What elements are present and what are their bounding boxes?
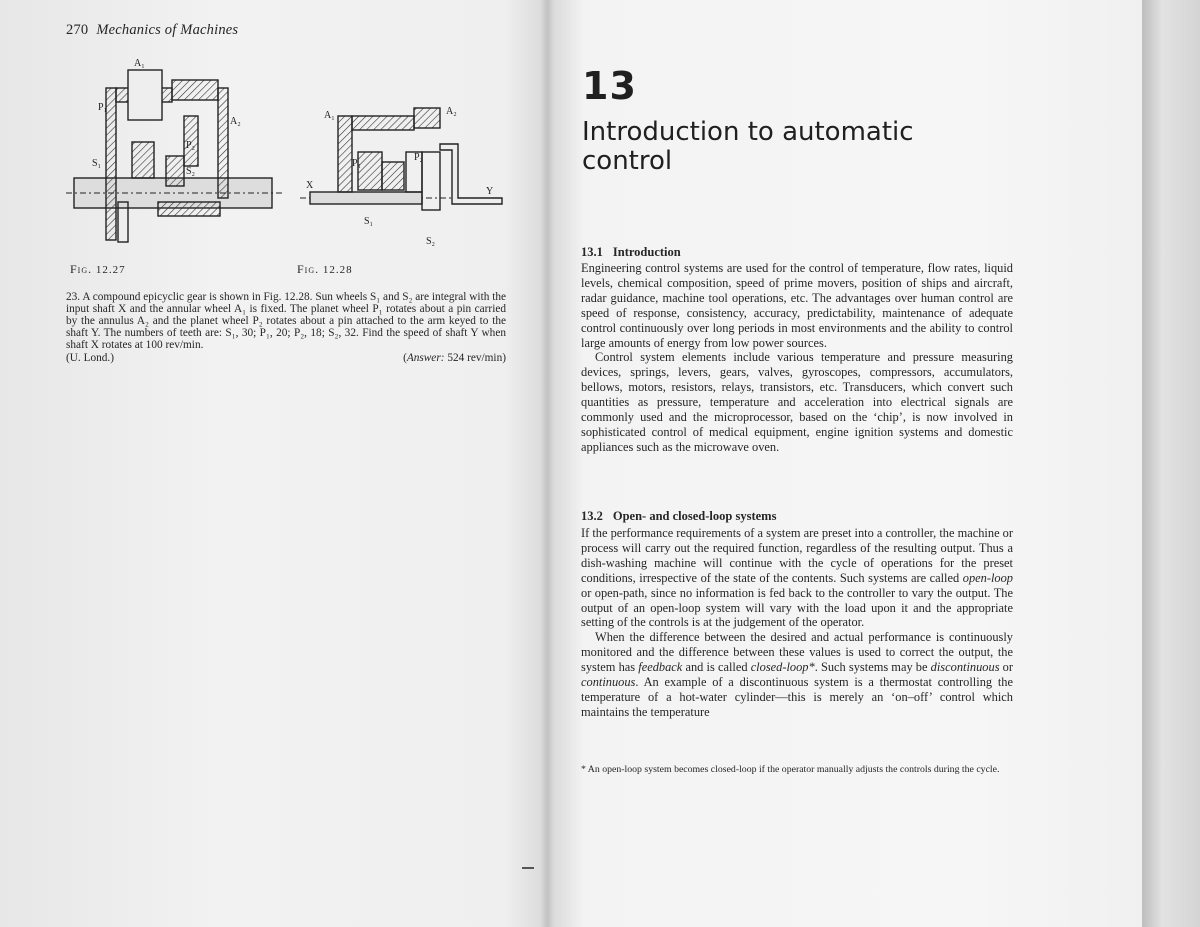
fig27-label-a2: A₂	[230, 116, 241, 127]
fig28-label-y: Y	[486, 186, 494, 197]
fig27-annulus-a2	[218, 88, 228, 198]
text-run: If the performance requirements of a system are preset into a controller, the machine or process will carry out the required function, regardless of the resulting output. Thus a dish-washing machine will continue with the cycle of operations for the preset conditions, irrespective of the state of the contents. Such systems are called	[581, 526, 1013, 585]
problem-answer-line	[66, 352, 506, 364]
problem-23	[66, 291, 506, 365]
fig28-shaft-x	[310, 192, 422, 204]
chapter-number: 13	[582, 64, 637, 108]
fig28-label-a2: A₂	[446, 106, 457, 117]
answer-value: 524 rev/min	[447, 352, 503, 365]
text-run-italic: open-loop	[962, 570, 1013, 585]
page-edge	[1142, 0, 1200, 927]
problem-answer: (Answer: 524 rev/min)	[403, 352, 506, 365]
section-heading-13-1	[581, 245, 681, 260]
caption-fig-12-27	[70, 262, 126, 277]
section-body-13-2	[581, 526, 1013, 720]
fig28-annulus-a1	[338, 116, 352, 192]
caption-fig-word: Fig.	[70, 262, 93, 276]
text-run: and is called	[682, 660, 751, 675]
running-title: Mechanics of Machines	[96, 22, 239, 38]
text-run-italic: closed-loop*	[750, 660, 815, 675]
caption-fig-12-28	[297, 262, 353, 277]
text-run: When the difference between the desired and actual performance is continuously monitored and the difference between these values is used to correct the output, the system has	[581, 630, 1013, 675]
scan-mark	[522, 867, 534, 869]
page-number: 270	[66, 22, 89, 38]
problem-text: 23. A compound epicyclic gear is shown in Fig. 12.28. Sun wheels S₁ and S₂ are integral with the input shaft X and the annular wheel A₁ is fixed. The planet wheel P₁ rotates about a pin carried by the annulus A₂ and the planet wheel P₂ rotates about a pin attached to the arm keyed to the shaft Y. The numbers of teeth are: S₁, 30; P₁, 20; P₂, 18; S₂, 32. Find the speed of shaft Y when shaft X rotates at 100 rev/min.	[66, 291, 506, 352]
footnote: * An open-loop system becomes closed-loop if the operator manually adjusts the controls during the cycle.	[581, 764, 1000, 775]
fig28-planet-p1	[358, 152, 382, 190]
text-run-italic: continuous	[581, 675, 636, 690]
fig27-label-p1: P₁	[98, 102, 108, 113]
fig27-label-s2: S₂	[186, 166, 196, 177]
text-run-italic: discontinuous	[930, 660, 1000, 675]
caption-fig-number: 12.27	[95, 264, 126, 276]
problem-source: (U. Lond.)	[66, 352, 115, 365]
fig28-label-s1: S₁	[364, 216, 374, 227]
fig28-label-p2: P₂	[414, 152, 424, 163]
text-run: or open-path, since no information is fed back to the controller to vary the output. The output of an open-loop system will vary with the load upon it and the appropriate setting of the controls is at the judgement of the operator.	[581, 585, 1013, 630]
section-body-13-1	[581, 261, 1013, 455]
figure-12-28	[300, 108, 502, 210]
text-run: or	[999, 660, 1013, 675]
fig27-label-p2: P₂	[186, 140, 196, 151]
paragraph: Control system elements include various temperature and pressure measuring devices, springs, levers, gears, valves, gyroscopes, compressors, accumulators, bellows, motors, resistors, relays, transistors, etc. Transducers, which convert such quantities as pressure, temperature and acceleration into electrical signals are commonly used and the microprocessor, based on the ‘chip’, is now involved in sophisticated control of medical equipment, engine ignition systems and domestic appliances such as the microwave oven.	[581, 350, 1013, 454]
text-run: . An example of a discontinuous system is a thermostat controlling the temperature of a hot-water cylinder—this is merely an ‘on–off’ control which maintains the temperature	[581, 675, 1013, 719]
paragraph	[581, 526, 1013, 630]
fig28-label-a1: A₁	[324, 110, 335, 121]
section-number: 13.1	[581, 245, 603, 259]
paragraph	[581, 630, 1013, 719]
fig27-annulus-top	[172, 80, 218, 100]
section-title: Introduction	[612, 245, 681, 259]
fig28-label-x: X	[306, 180, 314, 191]
section-title: Open- and closed-loop systems	[612, 509, 777, 523]
fig27-gear-rim-left	[106, 88, 116, 240]
fig28-annulus-top	[352, 116, 414, 130]
running-head	[66, 22, 238, 39]
fig28-sun-s1	[382, 162, 404, 190]
fig27-arm	[158, 202, 220, 216]
fig27-sun-s2	[166, 156, 184, 186]
chapter-title: Introduction to automatic control	[582, 117, 914, 176]
fig28-label-p1: P₁	[352, 158, 362, 169]
paragraph: Engineering control systems are used for the control of temperature, flow rates, liquid levels, chemical composition, speed of prime movers, position of ships and aircraft, radar guidance, machine tool operations, etc. The advantages over human control are speed of response, consistency, accuracy, predictability, maintenance of adequate control continuously over long periods in most environments and the ability to control large amounts of energy from low power sources.	[581, 261, 1013, 350]
caption-fig-number: 12.28	[322, 264, 353, 276]
text-run-italic: feedback	[638, 660, 683, 675]
caption-fig-word: Fig.	[297, 262, 320, 276]
fig28-sun-s2	[422, 152, 440, 210]
fig28-annulus-a2	[414, 108, 440, 128]
fig27-planet-p1	[128, 70, 162, 120]
text-run: . Such systems may be	[814, 660, 931, 675]
fig27-label-s1: S₁	[92, 158, 102, 169]
gear-figures	[62, 52, 512, 252]
answer-label: Answer:	[406, 352, 445, 365]
book-spine	[540, 0, 554, 927]
fig27-sun-s1	[132, 142, 154, 178]
section-heading-13-2	[581, 509, 776, 524]
fig27-label-a1: A₁	[134, 58, 145, 69]
section-number: 13.2	[581, 509, 603, 523]
fig28-label-s2: S₂	[426, 236, 436, 247]
figure-12-27	[66, 70, 282, 242]
